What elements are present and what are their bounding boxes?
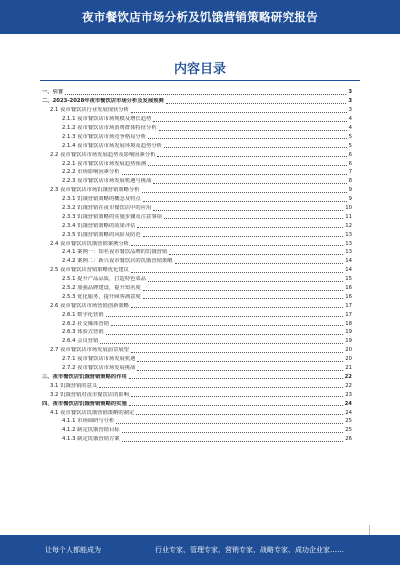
toc-leader-dots	[136, 410, 343, 415]
toc-entry-text: 4.1.1 市场调研与分析	[62, 418, 115, 425]
toc-entry-text: 2.3.4 饥饿营销策略的效果评估	[62, 222, 136, 229]
toc-leader-dots	[116, 419, 343, 424]
toc-entry-text: 2.6 夜市餐饮店市场营销创新策略	[50, 302, 129, 309]
toc-entry-text: 2.6.4 会员营销	[62, 338, 99, 345]
toc-entry-text: 二、2023-2028年夜市餐饮店市场分析及发展预测	[42, 98, 164, 105]
toc-leader-dots	[131, 392, 343, 397]
toc-entry-text: 4.1.3 制定饥饿营销方案	[62, 436, 120, 443]
toc-leader-dots	[143, 286, 344, 291]
toc-leader-dots	[175, 259, 344, 264]
toc-page-number: 11	[345, 213, 352, 220]
toc-entry[interactable]	[42, 132, 352, 141]
toc-entry-text: 2.4.2 案例二：新兴夜市餐饮店的饥饿营销策略	[62, 258, 173, 265]
toc-page-number: 3	[348, 107, 352, 114]
toc-entry-text: 2.1 夜市餐饮店行业发展现状分析	[50, 107, 129, 114]
toc-entry-text: 2.1.2 夜市餐饮店市场消费群体特征分析	[62, 125, 157, 131]
toc-entry-text: 2.1.1 夜市餐饮店市场规模及增长趋势	[62, 116, 152, 123]
toc-entry[interactable]	[42, 292, 352, 301]
toc-leader-dots	[159, 126, 347, 131]
toc-entry-text: 2.3.1 饥饿营销策略的概念及特点	[62, 196, 141, 203]
toc-page-number: 14	[345, 267, 352, 274]
toc-page-number: 21	[345, 365, 352, 372]
toc-page-number: 20	[345, 356, 352, 363]
margin-line	[369, 525, 370, 535]
toc-entry-text: 2.1.4 夜市餐饮店市场发展环境及趋势分析	[62, 142, 162, 149]
toc-leader-dots	[122, 170, 347, 175]
toc-entry[interactable]	[42, 373, 352, 382]
toc-entry[interactable]	[42, 212, 352, 221]
toc-entry-text: 2.7 夜市餐饮店市场发展前景展望	[50, 347, 129, 354]
toc-leader-dots	[129, 401, 343, 406]
toc-leader-dots	[157, 152, 346, 157]
toc-page-number: 4	[348, 116, 352, 123]
toc-entry-text: 2.3.3 饥饿营销策略的实施步骤及注意事项	[62, 213, 162, 220]
toc-entry-text: 2.6.3 体验式营销	[62, 329, 104, 336]
toc-entry[interactable]	[42, 381, 352, 390]
report-title: 夜市餐饮店市场分析及饥饿营销策略研究报告	[82, 10, 318, 24]
toc-page-number: 16	[345, 293, 352, 300]
toc-entry[interactable]	[42, 177, 352, 186]
toc-page-number: 17	[345, 311, 352, 318]
toc-page-number: 9	[348, 196, 352, 203]
toc-entry[interactable]	[42, 239, 352, 248]
toc-entry[interactable]	[42, 141, 352, 150]
toc-entry-text: 3.2 饥饿营销对夜市餐饮店的影响	[50, 391, 129, 398]
toc-entry-text: 2.2.2 市场影响因素分析	[62, 169, 120, 176]
toc-page-number: 25	[345, 427, 352, 434]
toc-entry-text: 4.1.2 制定饥饿营销目标	[62, 427, 120, 434]
toc-entry[interactable]	[42, 390, 352, 399]
toc-entry[interactable]	[42, 346, 352, 355]
toc-entry[interactable]	[42, 426, 352, 435]
toc-leader-dots	[131, 348, 343, 353]
toc-entry-text: 2.7.2 夜市餐饮店市场发展挑战	[62, 365, 136, 372]
toc-entry[interactable]	[42, 168, 352, 177]
toc-page-number: 18	[345, 320, 352, 327]
toc-entry[interactable]	[42, 88, 352, 97]
toc-entry-text: 2.2.3 夜市餐饮店市场发展机遇与挑战	[62, 178, 152, 185]
toc-entry[interactable]	[42, 355, 352, 364]
toc-entry[interactable]	[42, 186, 352, 195]
toc-leader-dots	[111, 321, 343, 326]
toc-entry[interactable]	[42, 284, 352, 293]
toc-entry[interactable]	[42, 301, 352, 310]
footer-bar	[0, 535, 400, 565]
toc-page-number: 26	[345, 436, 352, 443]
toc-leader-dots	[143, 232, 344, 237]
toc-page-number: 4	[348, 125, 352, 131]
toc-page-number: 24	[344, 400, 352, 407]
toc-entry[interactable]	[42, 435, 352, 444]
toc-entry-text: 3.1 饥饿营销的意义	[50, 382, 98, 389]
toc-page-number: 8	[348, 178, 352, 185]
toc-page-number: 10	[345, 205, 352, 212]
toc-entry[interactable]	[42, 230, 352, 239]
toc-page-number: 9	[348, 187, 352, 194]
toc-page-number: 23	[345, 391, 352, 398]
toc-page-number: 5	[348, 142, 352, 149]
toc-entry[interactable]	[42, 115, 352, 124]
toc-page-number: 13	[345, 249, 352, 256]
toc-leader-dots	[143, 294, 344, 299]
toc-page-number: 20	[345, 347, 352, 354]
toc-leader-dots	[169, 250, 343, 255]
header-bar	[0, 0, 400, 34]
toc-leader-dots	[142, 188, 347, 193]
toc-entry-text: 一、引言	[42, 89, 64, 96]
toc-leader-dots	[148, 277, 343, 282]
toc-entry-text: 2.2 夜市餐饮店市场发展趋势及影响因素分析	[50, 151, 156, 158]
toc-leader-dots	[143, 197, 347, 202]
toc-entry-text: 2.5.3 优化服务，提升顾客满意度	[62, 293, 141, 300]
toc-leader-dots	[131, 303, 343, 308]
toc-page-number: 6	[348, 151, 352, 158]
toc-entry-text: 2.1.3 夜市餐饮店市场竞争格局分析	[62, 133, 147, 140]
footer-tagline: 行业专家、管理专家、营销专家、战略专家、成功企业家……	[155, 546, 344, 554]
toc-entry-text: 2.6.2 社交媒体营销	[62, 320, 109, 327]
toc-leader-dots	[131, 268, 343, 273]
toc-page-number: 19	[345, 338, 352, 345]
toc-leader-dots	[65, 90, 346, 95]
toc-page-number: 24	[345, 409, 352, 416]
toc-entry-text: 2.5.1 提升产品品质，打造特色菜品	[62, 276, 147, 283]
toc-leader-dots	[137, 357, 343, 362]
toc-entry-text: 2.5 夜市餐饮店营销策略优化建议	[50, 267, 129, 274]
toc-entry[interactable]	[42, 150, 352, 159]
toc-leader-dots	[106, 312, 344, 317]
toc-page-number: 14	[345, 258, 352, 265]
toc-entry-text: 2.3.2 饥饿营销在夜市餐饮店中的应用	[62, 205, 152, 212]
toc-page-number: 5	[348, 133, 352, 140]
footer-slogan: 让每个人都能成为	[45, 546, 101, 554]
toc-entry[interactable]	[42, 417, 352, 426]
toc-entry[interactable]	[42, 97, 352, 106]
toc-leader-dots	[166, 99, 347, 104]
toc-leader-dots	[122, 437, 344, 442]
toc-entry-text: 2.3 夜市餐饮店市场饥饿营销策略分析	[50, 187, 140, 194]
toc-entry[interactable]	[42, 257, 352, 266]
toc-entry[interactable]	[42, 124, 352, 133]
toc-page-number: 13	[345, 240, 352, 247]
toc-leader-dots	[148, 161, 347, 166]
toc-leader-dots	[100, 339, 343, 344]
toc-leader-dots	[122, 428, 344, 433]
toc-entry[interactable]	[42, 275, 352, 284]
toc-entry-text: 2.4.1 案例一：知名夜市餐饮品牌的饥饿营销	[62, 249, 168, 256]
toc-leader-dots	[131, 108, 347, 113]
toc-entry[interactable]	[42, 328, 352, 337]
toc-page-number: 3	[348, 98, 352, 105]
toc-entry-text: 2.5.2 加强品牌建设，提升知名度	[62, 285, 141, 292]
toc-entry[interactable]	[42, 159, 352, 168]
toc-leader-dots	[164, 214, 343, 219]
toc-page-number: 25	[345, 418, 352, 425]
toc-page-number: 3	[348, 89, 352, 96]
toc-leader-dots	[153, 206, 343, 211]
toc-page-number: 22	[344, 373, 352, 380]
toc-page-number: 15	[345, 276, 352, 283]
toc-entry[interactable]	[42, 364, 352, 373]
toc-entry[interactable]	[42, 319, 352, 328]
toc-leader-dots	[131, 241, 343, 246]
toc-entry-text: 2.4 夜市餐饮店饥饿营销案例分析	[50, 240, 129, 247]
toc-page-number: 12	[345, 222, 352, 229]
toc-leader-dots	[106, 330, 344, 335]
toc-entry[interactable]	[42, 204, 352, 213]
toc-leader-dots	[137, 223, 343, 228]
toc-leader-dots	[99, 383, 343, 388]
toc-leader-dots	[164, 143, 347, 148]
toc-entry[interactable]	[42, 310, 352, 319]
toc-leader-dots	[148, 134, 347, 139]
toc-entry[interactable]	[42, 337, 352, 346]
toc-entry[interactable]	[42, 266, 352, 275]
toc-entry-text: 4.1 夜市餐饮店饥饿营销策略的制定	[50, 409, 135, 416]
toc-page-number: 7	[348, 169, 352, 176]
toc-divider	[40, 80, 360, 81]
toc-heading: 内容目录	[173, 62, 226, 77]
toc-entry[interactable]	[42, 221, 352, 230]
toc-page-number: 22	[345, 382, 352, 389]
toc-leader-dots	[153, 179, 346, 184]
toc-page-number: 17	[345, 302, 352, 309]
toc-entry-text: 2.3.5 饥饿营销策略的风险及防范	[62, 231, 141, 238]
table-of-contents	[42, 88, 352, 444]
toc-leader-dots	[137, 366, 343, 371]
toc-entry-text: 四、夜市餐饮店饥饿营销策略的实施	[42, 400, 127, 407]
toc-leader-dots	[129, 374, 343, 379]
toc-entry-text: 三、夜市餐饮店饥饿营销策略的作用	[42, 373, 127, 380]
toc-entry[interactable]	[42, 248, 352, 257]
toc-entry[interactable]	[42, 408, 352, 417]
toc-page-number: 19	[345, 329, 352, 336]
toc-page-number: 16	[345, 285, 352, 292]
toc-entry[interactable]	[42, 399, 352, 408]
toc-entry[interactable]	[42, 195, 352, 204]
toc-page-number: 13	[345, 231, 352, 238]
toc-entry-text: 2.7.1 夜市餐饮店市场发展机遇	[62, 356, 136, 363]
toc-entry-text: 2.2.1 夜市餐饮店市场发展趋势预测	[62, 160, 147, 167]
toc-entry-text: 2.6.1 数字化营销	[62, 311, 104, 318]
toc-page-number: 6	[348, 160, 352, 167]
toc-leader-dots	[153, 117, 346, 122]
toc-entry[interactable]	[42, 106, 352, 115]
